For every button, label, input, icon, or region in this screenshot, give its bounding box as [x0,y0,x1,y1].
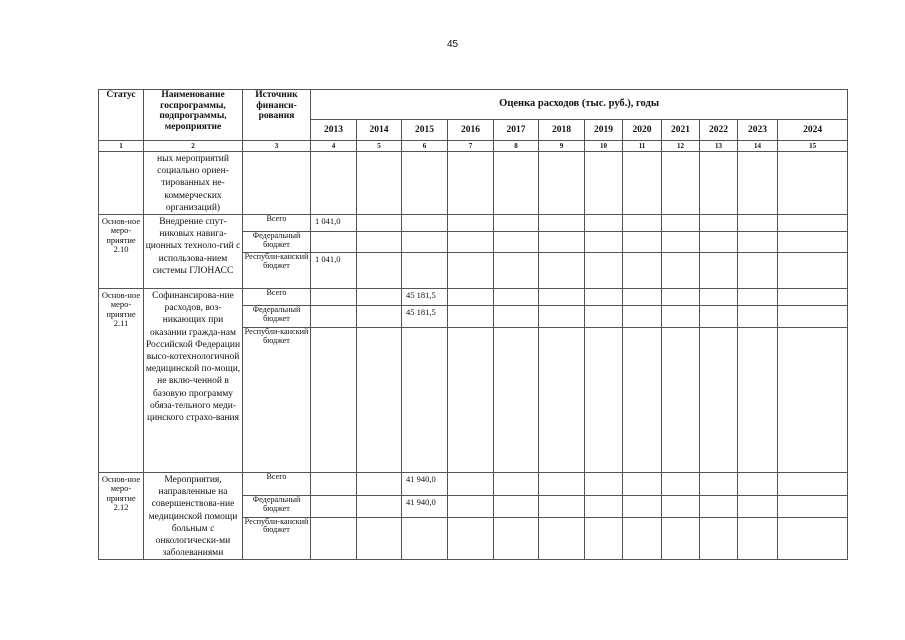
funding-source: Всего [243,215,311,232]
year-header: 2022 [700,119,738,140]
expense-value [778,253,848,289]
measure-name: ных мероприятий социально ориен-тированных не-коммерческих организаций) [144,152,243,215]
year-header: 2020 [623,119,662,140]
expense-value [585,232,623,253]
expense-value [662,232,700,253]
expense-value [494,328,539,473]
expense-value [539,215,585,232]
expense-value [585,306,623,328]
funding-source: Федеральный бюджет [243,496,311,517]
expense-value [539,232,585,253]
expense-value [311,289,357,306]
expense-value [662,473,700,496]
expense-value: 45 181,5 [402,306,448,328]
expense-value [585,253,623,289]
page-number: 45 [446,39,459,50]
expense-value [738,232,778,253]
column-number: 13 [700,141,738,152]
expense-value [700,473,738,496]
expense-value [448,328,494,473]
expense-value [700,215,738,232]
year-header: 2014 [357,119,402,140]
empty-cell [357,152,402,215]
expense-value [539,473,585,496]
expense-value [778,496,848,517]
expense-value [311,306,357,328]
expense-value [539,253,585,289]
header-name: Наименование госпрограммы, подпрограммы, мероприятие [144,90,243,141]
expense-value [402,517,448,560]
year-header: 2017 [494,119,539,140]
expense-value [494,306,539,328]
expense-value [402,215,448,232]
expense-value [311,232,357,253]
expense-value [402,232,448,253]
expense-value [738,306,778,328]
expense-value [494,473,539,496]
expense-value [700,232,738,253]
column-number: 3 [243,141,311,152]
column-number: 15 [778,141,848,152]
column-number: 6 [402,141,448,152]
expense-value [539,306,585,328]
header-row [99,90,848,120]
expense-value [585,496,623,517]
status-cell [99,152,144,215]
empty-cell [623,152,662,215]
measure-name: Внедрение спут-никовых навига-ционных техноло-гий с использова-нием системы ГЛОНАСС [144,215,243,289]
expense-value [494,517,539,560]
empty-cell [448,152,494,215]
expense-value [700,289,738,306]
expense-value [662,306,700,328]
expense-value [738,496,778,517]
column-number: 4 [311,141,357,152]
expense-value [357,215,402,232]
funding-source: Федеральный бюджет [243,306,311,328]
expense-value [662,289,700,306]
expense-value [623,328,662,473]
budget-row [99,289,848,306]
expense-value: 41 940,0 [402,473,448,496]
expense-value [623,306,662,328]
expense-value [494,253,539,289]
empty-cell [311,152,357,215]
expense-value [448,215,494,232]
expense-value [623,496,662,517]
expense-value [448,289,494,306]
header-status: Статус [99,90,144,141]
year-header: 2013 [311,119,357,140]
expense-value [311,496,357,517]
expense-value [700,517,738,560]
empty-cell [402,152,448,215]
funding-source: Федеральный бюджет [243,232,311,253]
expense-value [357,496,402,517]
column-number: 8 [494,141,539,152]
expense-value [738,289,778,306]
expense-value [662,496,700,517]
expense-value [357,517,402,560]
column-number: 11 [623,141,662,152]
header-source: Источник финанси-рования [243,90,311,141]
expense-value [623,517,662,560]
expense-value [448,517,494,560]
empty-cell [700,152,738,215]
column-number: 2 [144,141,243,152]
expense-value [778,306,848,328]
expense-value [357,232,402,253]
column-number: 7 [448,141,494,152]
empty-cell [662,152,700,215]
empty-cell [585,152,623,215]
column-number: 10 [585,141,623,152]
column-number-row [99,141,848,152]
expense-value [585,289,623,306]
funding-source: Республи-канский бюджет [243,517,311,560]
empty-cell [494,152,539,215]
expense-value [357,328,402,473]
funding-source: Всего [243,289,311,306]
expense-value [778,215,848,232]
expense-value [357,306,402,328]
expense-value [738,473,778,496]
year-header: 2024 [778,119,848,140]
expense-value [662,328,700,473]
year-header: 2015 [402,119,448,140]
year-header: 2018 [539,119,585,140]
funding-source: Республи-канский бюджет [243,253,311,289]
expense-value [700,496,738,517]
expense-value [494,289,539,306]
expense-value [585,517,623,560]
column-number: 5 [357,141,402,152]
expense-value [623,289,662,306]
expense-value [623,215,662,232]
expense-value [311,517,357,560]
status-cell: Основ-ное меро-приятие 2.10 [99,215,144,289]
expense-value: 1 041,0 [311,253,357,289]
expense-value [778,328,848,473]
expense-value [402,253,448,289]
expense-value [448,232,494,253]
expense-value [662,215,700,232]
budget-row [99,215,848,232]
expense-value [311,473,357,496]
expense-value [738,328,778,473]
expense-value [778,232,848,253]
expense-value [700,306,738,328]
column-number: 1 [99,141,144,152]
expense-value [662,253,700,289]
year-header: 2023 [738,119,778,140]
status-cell: Основ-ное меро-приятие 2.12 [99,473,144,560]
expense-value [623,473,662,496]
expense-value [738,253,778,289]
expense-value [402,328,448,473]
column-number: 9 [539,141,585,152]
expense-value [778,473,848,496]
expense-value [448,496,494,517]
expense-value [357,289,402,306]
funding-source: Республи-канский бюджет [243,328,311,473]
expense-value [539,496,585,517]
expense-value [662,517,700,560]
status-cell: Основ-ное меро-приятие 2.11 [99,289,144,473]
expense-value [623,253,662,289]
header-estimate-title: Оценка расходов (тыс. руб.), годы [311,90,848,120]
expense-value [700,328,738,473]
expenditure-table [98,89,848,560]
expense-value [494,232,539,253]
measure-name: Софинансирова-ние расходов, воз-никающих при оказании гражда-нам Российской Федерации высо-котехнологичной медицинской по-мощи, не вклю-ченной в базовую программу обяза-тельного меди-цинского страхо-вания [144,289,243,473]
expense-value [585,215,623,232]
expense-value [778,289,848,306]
expense-value [448,306,494,328]
empty-cell [778,152,848,215]
expense-value: 41 940,0 [402,496,448,517]
expense-value [738,215,778,232]
year-header: 2016 [448,119,494,140]
expense-value [585,473,623,496]
empty-cell [539,152,585,215]
expense-value [357,473,402,496]
column-number: 14 [738,141,778,152]
expense-value [700,253,738,289]
empty-cell [243,152,311,215]
expense-value [623,232,662,253]
expense-value [494,215,539,232]
column-number: 12 [662,141,700,152]
year-header: 2021 [662,119,700,140]
expense-value [539,289,585,306]
year-header: 2019 [585,119,623,140]
empty-cell [738,152,778,215]
expense-value: 45 181,5 [402,289,448,306]
measure-name: Мероприятия, направленные на совершенствова-ние медицинской помощи больным с онкологически-ми заболеваниями [144,473,243,560]
expense-value [539,517,585,560]
expense-value [494,496,539,517]
expense-value [311,328,357,473]
funding-source: Всего [243,473,311,496]
expense-value [448,473,494,496]
expense-value [539,328,585,473]
continuation-row [99,152,848,215]
expense-value [778,517,848,560]
expense-value [357,253,402,289]
budget-row [99,473,848,496]
expense-value [448,253,494,289]
expense-value [585,328,623,473]
expense-value [738,517,778,560]
expense-value: 1 041,0 [311,215,357,232]
